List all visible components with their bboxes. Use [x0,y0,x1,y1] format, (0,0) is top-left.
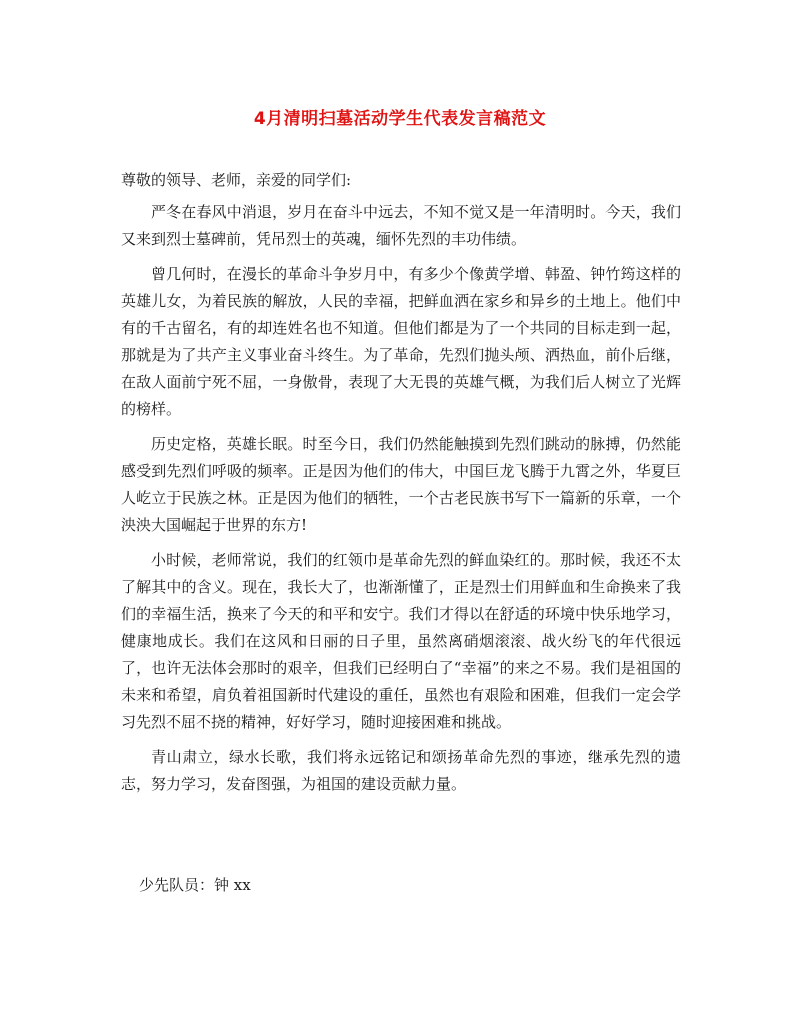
document-title: 4月清明扫墓活动学生代表发言稿范文 [253,109,547,129]
signature: 少先队员：钟 xx [139,876,251,894]
paragraph-2: 曾几何时，在漫长的革命斗争岁月中，有多少个像黄学增、韩盈、钟竹筠这样的英雄儿女，为着民族的解放，人民的幸福，把鲜血洒在家乡和异乡的土地上。他们中有的千古留名，有的却连姓名也不知道。但他们都是为了一个共同的目标走到一起，那就是为了共产主义事业奋斗终生。为了革命，先烈们抛头颅、洒热血，前仆后继，在敌人面前宁死不屈，一身傲骨，表现了大无畏的英雄气概，为我们后人树立了光辉的榜样。 [121,265,681,418]
paragraph-3: 历史定格，英雄长眠。时至今日，我们仍然能触摸到先烈们跳动的脉搏，仍然能感受到先烈们呼吸的频率。正是因为他们的伟大，中国巨龙飞腾于九霄之外，华夏巨人屹立于民族之林。正是因为他们的牺牲，一个古老民族书写下一篇新的乐章，一个泱泱大国崛起于世界的东方! [121,435,681,534]
paragraph-4: 小时候，老师常说，我们的红领巾是革命先烈的鲜血染红的。那时候，我还不太了解其中的含义。现在，我长大了，也渐渐懂了，正是烈士们用鲜血和生命换来了我们的幸福生活，换来了今天的和平和安宁。我们才得以在舒适的环境中快乐地学习，健康地成长。我们在这风和日丽的日子里，虽然离硝烟滚滚、战火纷飞的年代很远了，也许无法体会那时的艰辛，但我们已经明白了“幸福”的来之不易。我们是祖国的未来和希望，肩负着祖国新时代建设的重任，虽然也有艰险和困难，但我们一定会学习先烈不屈不挠的精神，好好学习，随时迎接困难和挑战。 [121,551,681,731]
speech-body [121,199,681,806]
salutation: 尊敬的领导、老师，亲爱的同学们: [121,171,352,189]
paragraph-5: 青山肃立，绿水长歌，我们将永远铭记和颂扬革命先烈的事迹，继承先烈的遗志，努力学习，发奋图强，为祖国的建设贡献力量。 [121,748,681,793]
paragraph-1: 严冬在春风中消退，岁月在奋斗中远去，不知不觉又是一年清明时。今天，我们又来到烈士墓碑前，凭吊烈士的英魂，缅怀先烈的丰功伟绩。 [121,203,681,248]
